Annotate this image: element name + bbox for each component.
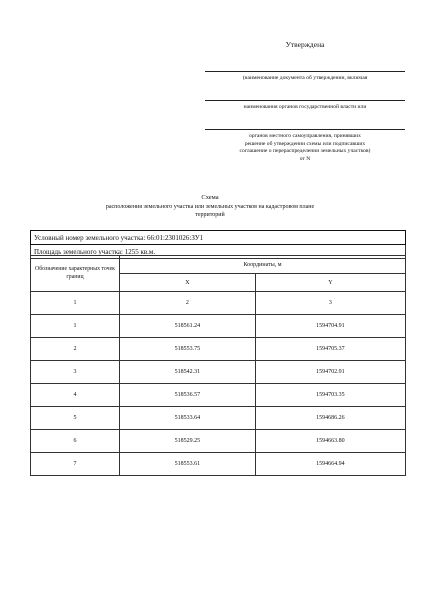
x-value: 518533.64 — [120, 407, 256, 430]
signature-line-1 — [205, 71, 405, 72]
column-index: 3 — [255, 292, 405, 315]
table-row — [31, 384, 406, 407]
point-label: 2 — [31, 338, 120, 361]
y-value: 1594702.91 — [255, 361, 405, 384]
scheme-title: Схема — [201, 194, 219, 201]
x-value: 518529.25 — [120, 430, 256, 453]
y-value: 1594686.26 — [255, 407, 405, 430]
table-row — [31, 453, 406, 476]
signature-line-3 — [205, 129, 405, 130]
table-row — [31, 430, 406, 453]
coordinates-table — [30, 255, 406, 476]
approval-caption-3-line: соглашение о перераспределении земельных участков) — [239, 148, 371, 155]
scheme-subtitle-line-2: территорий — [195, 211, 225, 218]
x-value: 518561.24 — [120, 315, 256, 338]
x-value: 518542.31 — [120, 361, 256, 384]
parcel-number: Условный номер земельного участка: 66:01:2301026:ЗУ1 — [31, 231, 406, 245]
x-value: 518536.57 — [120, 384, 256, 407]
parcel-area: Площадь земельного участка: 1255 кв.м. — [31, 245, 406, 259]
x-value: 518553.75 — [120, 338, 256, 361]
point-label: 1 — [31, 315, 120, 338]
y-column-header: Y — [255, 274, 405, 292]
approval-caption-3 — [205, 133, 405, 163]
y-value: 1594703.35 — [255, 384, 405, 407]
table-row — [31, 315, 406, 338]
approved-title: Утверждена — [285, 40, 325, 49]
y-value: 1594664.94 — [255, 453, 405, 476]
y-value: 1594705.37 — [255, 338, 405, 361]
point-label: 5 — [31, 407, 120, 430]
scheme-subtitle-line-1: расположения земельного участка или земельных участков на кадастровом плане — [105, 203, 315, 210]
approval-caption-3-line: от N — [299, 155, 311, 162]
coords-header-row — [31, 256, 406, 274]
x-value: 518553.61 — [120, 453, 256, 476]
approval-block — [205, 40, 405, 163]
approval-caption-3-line: решение об утверждении схемы или подписавших — [244, 140, 366, 147]
scheme-heading — [60, 194, 360, 219]
signature-line-2 — [205, 100, 405, 101]
point-label: 3 — [31, 361, 120, 384]
y-value: 1594704.91 — [255, 315, 405, 338]
column-index: 1 — [31, 292, 120, 315]
column-index: 2 — [120, 292, 256, 315]
x-column-header: X — [120, 274, 256, 292]
table-row — [31, 338, 406, 361]
point-label: 6 — [31, 430, 120, 453]
point-label: 7 — [31, 453, 120, 476]
table-row — [31, 361, 406, 384]
table-row — [31, 407, 406, 430]
y-value: 1594663.80 — [255, 430, 405, 453]
approval-caption-3-line: органов местного самоуправления, принявших — [249, 133, 361, 140]
column-index-row — [31, 292, 406, 315]
coordinates-header: Координаты, м — [120, 256, 406, 274]
points-column-header: Обозначение характерных точек границ — [31, 256, 120, 292]
point-label: 4 — [31, 384, 120, 407]
approval-caption-2: наименования органов государственной власти или — [243, 103, 367, 110]
approval-caption-1: (наименование документа об утверждении, включая — [242, 75, 368, 81]
